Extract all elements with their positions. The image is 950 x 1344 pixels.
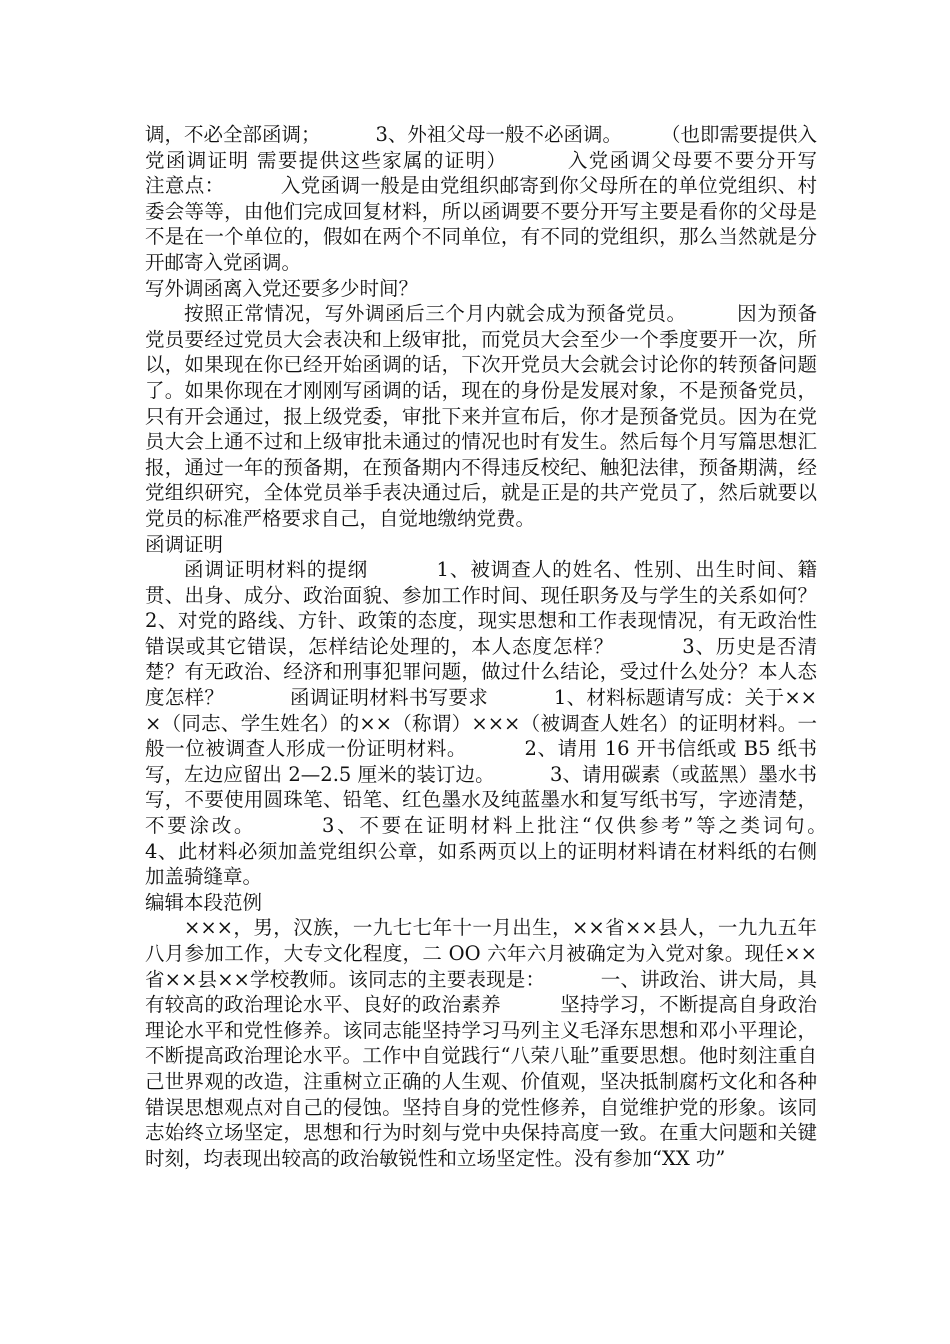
heading-investigation-certificate: 函调证明	[145, 532, 224, 556]
paragraph-certificate-outline: 函调证明材料的提纲 1、被调查人的姓名、性别、出生时间、籍贯、出身、成分、政治面貌、参加工作时间、现任职务及与学生的关系如何？ 2、对党的路线、方针、政策的态度，现实思想和工作表现情况，有无政治性错误或其它错误，怎样结论处理的，本人态度怎样？ 3、历史是否清楚？有无政治、经济和刑事犯罪问题，做过什么结论，受过什么处分？本人态度怎样？ 函调证明材料书写要求 1、材料标题请写成：关于×××（同志、学生姓名）的××（称谓）×××（被调查人姓名）的证明材料。一般一位被调查人形成一份证明材料。 2、请用 16 开书信纸或 B5 纸书写，左边应留出 2—2.5 厘米的装订边。 3、请用碳素（或蓝黑）墨水书写，不要使用圆珠笔、铅笔、红色墨水及纯蓝墨水和复写纸书写，字迹清楚，不要涂改。 3、不要在证明材料上批注“仅供参考”等之类词句。 4、此材料必须加盖党组织公章，如系两页以上的证明材料请在材料纸的右侧加盖骑缝章。	[145, 558, 882, 889]
paragraph-relatives-investigation: 调，不必全部函调； 3、外祖父母一般不必函调。 （也即需要提供入党函调证明 需要提供这些家属的证明） 入党函调父母要不要分开写 注意点： 入党函调一般是由党组织邮寄到你父母所在的单位党组织、村委会等等，由他们完成回复材料，所以函调要不要分开写主要是看你的父母是不是在一个单位的，假如在两个不同单位，有不同的党组织，那么当然就是分开邮寄入党函调。	[145, 123, 876, 274]
paragraph-example: ×××，男，汉族，一九七七年十一月出生，××省××县人，一九九五年八月参加工作，大专文化程度，二 OO 六年六月被确定为入党对象。现任××省××县××学校教师。该同志的主要表现是： 一、讲政治、讲大局，具有较高的政治理论水平、良好的政治素养 坚持学习，不断提高自身政治理论水平和党性修养。该同志能坚持学习马列主义毛泽东思想和邓小平理论，不断提高政治理论水平。工作中自觉践行“八荣八耻”重要思想。他时刻注重自己世界观的改造，注重树立正确的人生观、价值观，坚决抵制腐朽文化和各种错误思想观点对自己的侵蚀。坚持自身的党性修养，自觉维护党的形象。该同志始终立场坚定，思想和行为时刻与党中央保持高度一致。在重大问题和关键时刻，均表现出较高的政治敏锐性和立场坚定性。没有参加“XX 功”	[145, 916, 817, 1170]
document-page	[145, 122, 882, 1171]
paragraph-probationary-timeline: 按照正常情况，写外调函后三个月内就会成为预备党员。 因为预备党员要经过党员大会表决和上级审批，而党员大会至少一个季度要开一次，所以，如果现在你已经开始函调的话，下次开党员大会就会讨论你的转预备问题了。如果你现在才刚刚写函调的话，现在的身份是发展对象，不是预备党员，只有开会通过，报上级党委，审批下来并宣布后，你才是预备党员。因为在党员大会上通不过和上级审批未通过的情况也时有发生。然后每个月写篇思想汇报，通过一年的预备期，在预备期内不得违反校纪、触犯法律，预备期满，经党组织研究，全体党员举手表决通过后，就是正是的共产党员了，然后就要以党员的标准严格要求自己，自觉地缴纳党费。	[145, 302, 817, 530]
heading-example-section: 编辑本段范例	[145, 890, 263, 914]
heading-time-to-join: 写外调函离入党还要多少时间？	[145, 276, 419, 300]
